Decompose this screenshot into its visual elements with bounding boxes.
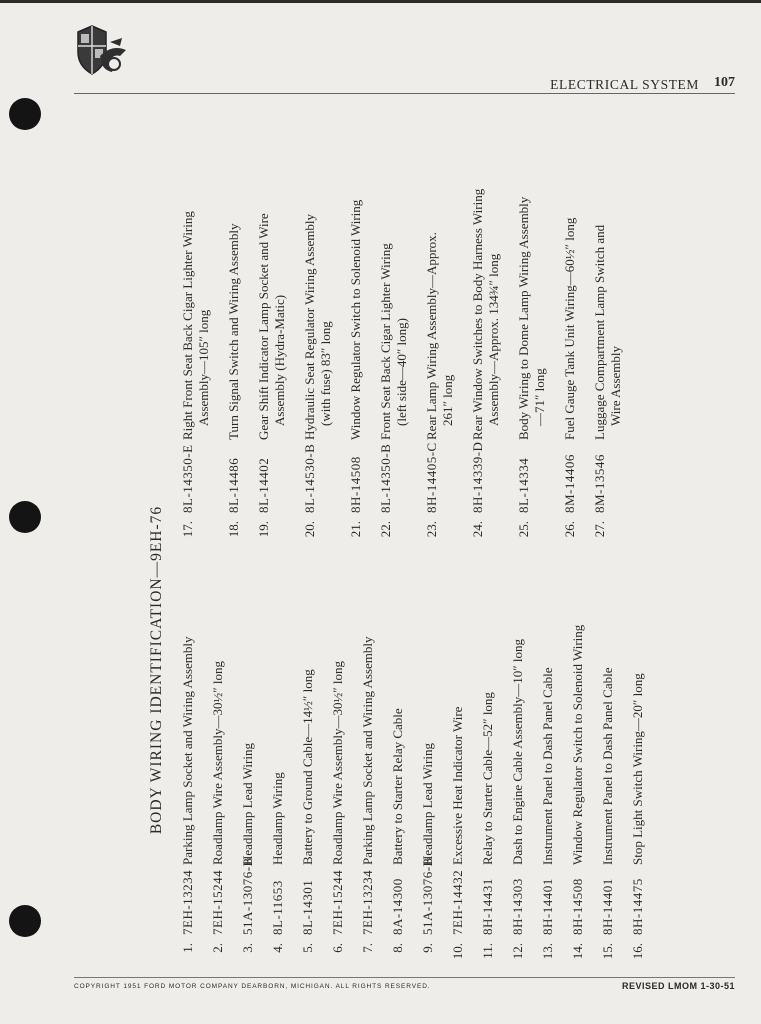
description-line: Turn Signal Switch and Wiring Assembly	[226, 223, 241, 440]
item-number: 23.	[424, 521, 439, 538]
description-line: Battery to Starter Relay Cable	[390, 708, 405, 865]
description-line: Hydraulic Seat Regulator Wiring Assembly	[302, 214, 317, 440]
description-line: Parking Lamp Socket and Wiring Assembly	[180, 636, 195, 865]
part-number: 7EH-15244	[330, 869, 345, 935]
description-line: (with fuse) 83″ long	[318, 321, 333, 426]
description-line: Front Seat Back Cigar Lighter Wiring	[378, 243, 393, 440]
description-line: Dash to Engine Cable Assembly—10″ long	[510, 638, 525, 865]
item-number: 18.	[226, 521, 241, 538]
part-description	[540, 545, 556, 865]
lincoln-mercury-crest-icon	[70, 20, 132, 82]
list-item	[240, 545, 256, 965]
binder-hole-icon	[9, 501, 41, 533]
description-line: Luggage Compartment Lamp Switch and	[592, 224, 607, 440]
part-number: 8H-14303	[510, 878, 525, 935]
item-number: 11.	[480, 943, 495, 959]
description-line: Roadlamp Wire Assembly—30½″ long	[210, 661, 225, 865]
item-number: 16.	[630, 943, 645, 960]
item-number: 8.	[390, 943, 405, 953]
part-number: 8H-14401	[540, 878, 555, 935]
part-number: 8H-14475	[630, 878, 645, 935]
list-item	[592, 123, 624, 543]
list-item	[516, 123, 548, 543]
part-description	[510, 545, 526, 865]
part-number: 7EH-15244	[210, 869, 225, 935]
part-description	[240, 545, 256, 865]
header-rule	[74, 93, 735, 94]
description-line: Stop Light Switch Wiring—20″ long	[630, 673, 645, 865]
item-number: 26.	[562, 521, 577, 538]
item-number: 20.	[302, 521, 317, 538]
rotated-content	[148, 125, 748, 965]
description-line: Fuel Gauge Tank Unit Wiring—60½″ long	[562, 217, 577, 440]
description-line: —71″ long	[532, 368, 547, 426]
part-number: 8L-14350-E	[180, 444, 195, 513]
page-number: 107	[714, 75, 735, 90]
part-description	[420, 545, 436, 865]
left-column	[180, 545, 660, 965]
description-line: Assembly (Hydra-Matic)	[272, 294, 287, 426]
copyright-notice: COPYRIGHT 1951 FORD MOTOR COMPANY DEARBORN, MICHIGAN. ALL RIGHTS RESERVED.	[74, 983, 431, 990]
document-title: BODY WIRING IDENTIFICATION—9EH-76	[148, 505, 165, 835]
part-number: 8L-14334	[516, 457, 531, 513]
list-item	[540, 545, 556, 965]
item-number: 12.	[510, 943, 525, 960]
part-number: 8H-14339-D	[470, 441, 485, 513]
item-number: 25.	[516, 521, 531, 538]
part-number: 8M-13546	[592, 454, 607, 513]
part-description	[470, 123, 502, 440]
section-title: ELECTRICAL SYSTEM	[550, 77, 699, 92]
part-number: 8L-14301	[300, 879, 315, 935]
list-item	[348, 123, 364, 543]
item-number: 13.	[540, 943, 555, 960]
part-number: 8H-14431	[480, 878, 495, 935]
description-line: Gear Shift Indicator Lamp Socket and Wire	[256, 213, 271, 440]
description-line: Headlamp Lead Wiring	[240, 743, 255, 865]
revision-note: REVISED LMOM 1-30-51	[621, 981, 735, 991]
binder-hole-icon	[9, 98, 41, 130]
part-description	[450, 545, 466, 865]
list-item	[562, 123, 578, 543]
list-item	[180, 123, 212, 543]
part-description	[180, 123, 212, 440]
item-number: 10.	[450, 943, 465, 960]
list-item	[210, 545, 226, 965]
item-number: 17.	[180, 521, 195, 538]
part-description	[630, 545, 646, 865]
binder-hole-icon	[9, 905, 41, 937]
part-number: 8L-14530-B	[302, 443, 317, 513]
part-description	[562, 123, 578, 440]
part-description	[256, 123, 288, 440]
part-number: 8L-14486	[226, 457, 241, 513]
description-line: Assembly—105″ long	[196, 309, 211, 426]
part-description	[180, 545, 196, 865]
description-line: Right Front Seat Back Cigar Lighter Wiring	[180, 211, 195, 440]
description-line: Window Regulator Switch to Solenoid Wiring	[348, 199, 363, 440]
part-description	[516, 123, 548, 440]
description-line: Body Wiring to Dome Lamp Wiring Assembly	[516, 196, 531, 440]
description-line: Parking Lamp Socket and Wiring Assembly	[360, 636, 375, 865]
list-item	[330, 545, 346, 965]
item-number: 7.	[360, 943, 375, 953]
list-item	[302, 123, 334, 543]
item-number: 22.	[378, 521, 393, 538]
description-line: Assembly—Approx. 134¾″ long	[486, 253, 501, 426]
part-description	[390, 545, 406, 865]
part-number: 8L-11653	[270, 880, 285, 935]
part-number: 8M-14406	[562, 454, 577, 513]
item-number: 19.	[256, 521, 271, 538]
description-line: Relay to Starter Cable—52″ long	[480, 692, 495, 865]
list-item	[480, 545, 496, 965]
list-item	[424, 123, 456, 543]
list-item	[226, 123, 242, 543]
description-line: Roadlamp Wire Assembly—30½″ long	[330, 661, 345, 865]
part-description	[226, 123, 242, 440]
list-item	[510, 545, 526, 965]
description-line: 261″ long	[440, 374, 455, 426]
part-number: 7EH-13234	[360, 869, 375, 935]
description-line: Excessive Heat Indicator Wire	[450, 706, 465, 865]
part-number: 51A-13076-B	[240, 857, 255, 935]
part-number: 7EH-14432	[450, 869, 465, 935]
item-number: 3.	[240, 943, 255, 953]
list-item	[600, 545, 616, 965]
part-number: 8L-14402	[256, 457, 271, 513]
part-number: 8H-14405-C	[424, 442, 439, 513]
part-description	[424, 123, 456, 440]
item-number: 4.	[270, 943, 285, 953]
description-line: Headlamp Lead Wiring	[420, 743, 435, 865]
part-description	[302, 123, 334, 440]
list-item	[270, 545, 286, 965]
list-item	[390, 545, 406, 965]
part-number: 8H-14401	[600, 878, 615, 935]
list-item	[180, 545, 196, 965]
item-number: 1.	[180, 943, 195, 953]
part-description	[300, 545, 316, 865]
list-item	[570, 545, 586, 965]
description-line: Rear Lamp Wiring Assembly—Approx.	[424, 232, 439, 440]
description-line: Battery to Ground Cable—14½″ long	[300, 669, 315, 865]
list-item	[420, 545, 436, 965]
list-item	[630, 545, 646, 965]
list-item	[470, 123, 502, 543]
item-number: 15.	[600, 943, 615, 960]
description-line: Headlamp Wiring	[270, 772, 285, 865]
item-number: 2.	[210, 943, 225, 953]
list-item	[378, 123, 410, 543]
part-description	[330, 545, 346, 865]
part-number: 51A-13076-B	[420, 857, 435, 935]
footer-rule	[74, 977, 735, 978]
list-item	[450, 545, 466, 965]
list-item	[360, 545, 376, 965]
item-number: 24.	[470, 521, 485, 538]
right-column	[180, 123, 638, 543]
part-number: 8H-14508	[348, 456, 363, 513]
list-item	[256, 123, 288, 543]
item-number: 14.	[570, 943, 585, 960]
description-line: Window Regulator Switch to Solenoid Wiring	[570, 624, 585, 865]
description-line: Instrument Panel to Dash Panel Cable	[600, 667, 615, 865]
part-description	[348, 123, 364, 440]
part-description	[592, 123, 624, 440]
item-number: 6.	[330, 943, 345, 953]
part-description	[480, 545, 496, 865]
description-line: Wire Assembly	[608, 346, 623, 426]
item-number: 27.	[592, 521, 607, 538]
item-number: 5.	[300, 943, 315, 953]
part-description	[570, 545, 586, 865]
part-number: 8L-14350-B	[378, 443, 393, 513]
list-item	[300, 545, 316, 965]
item-number: 9.	[420, 943, 435, 953]
description-line: Instrument Panel to Dash Panel Cable	[540, 667, 555, 865]
part-description	[270, 545, 286, 865]
part-description	[600, 545, 616, 865]
description-line: (left side—40″ long)	[394, 318, 409, 426]
part-description	[210, 545, 226, 865]
description-line: Rear Window Switches to Body Harness Wiring	[470, 188, 485, 440]
part-number: 8H-14508	[570, 878, 585, 935]
part-number: 7EH-13234	[180, 869, 195, 935]
part-description	[378, 123, 410, 440]
page-top-edge	[0, 0, 761, 3]
part-description	[360, 545, 376, 865]
part-number: 8A-14300	[390, 878, 405, 935]
item-number: 21.	[348, 521, 363, 538]
